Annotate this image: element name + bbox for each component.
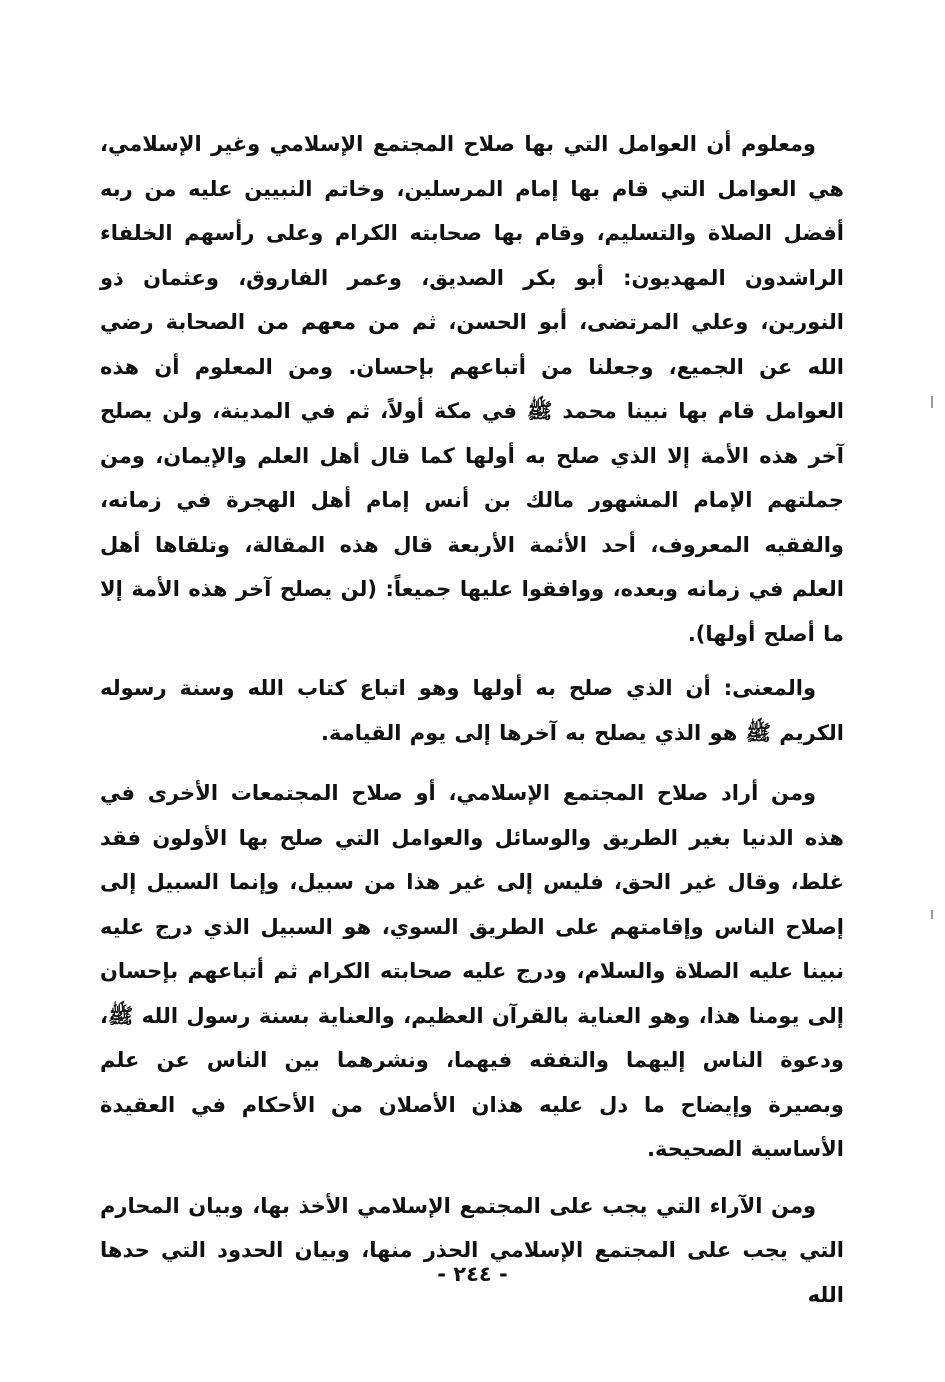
paragraph-4: ومن الآراء التي يجب على المجتمع الإسلامي الأخذ بها، وبيان المحارم التي يجب على المجتمع الإسلامي الحذر منها، وبيان الحدود التي حدها الله [100, 1193, 844, 1307]
paragraph-2: والمعنى: أن الذي صلح به أولها وهو اتباع كتاب الله وسنة رسوله الكريم ﷺ هو الذي يصلح به آخرها إلى يوم القيامة. [100, 676, 844, 745]
body-text [100, 122, 844, 1331]
scan-edge-mark [931, 910, 933, 919]
scan-edge-mark [931, 396, 933, 408]
paragraph-1: ومعلوم أن العوامل التي بها صلاح المجتمع الإسلامي وغير الإسلامي، هي العوامل التي قام بها إمام المرسلين، وخاتم النبيين عليه من ربه أفضل الصلاة والتسليم، وقام بها صحابته الكرام وعلى رأسهم الخلفاء الراشدون المهديون: أبو بكر الصديق، وعمر الفاروق، وعثمان ذو النورين، وعلي المرتضى، أبو الحسن، ثم من معهم من الصحابة رضي الله عن الجميع، وجعلنا من أتباعهم بإحسان. ومن المعلوم أن هذه العوامل قام بها نبينا محمد ﷺ في مكة أولاً، ثم في المدينة، ولن يصلح آخر هذه الأمة إلا الذي صلح به أولها كما قال أهل العلم والإيمان، ومن جملتهم الإمام المشهور مالك بن أنس إمام أهل الهجرة في زمانه، والفقيه المعروف، أحد الأئمة الأربعة قال هذه المقالة، وتلقاها أهل العلم في زمانه وبعده، ووافقوا عليها جميعاً: (لن يصلح آخر هذه الأمة إلا ما أصلح أولها). [100, 132, 844, 646]
page-number: - ٢٤٤ - [437, 1262, 508, 1286]
paragraph-3: ومن أراد صلاح المجتمع الإسلامي، أو صلاح المجتمعات الأخرى في هذه الدنيا بغير الطريق والوسائل والعوامل التي صلح بها الأولون فقد غلط، وقال غير الحق، فليس إلى غير هذا من سبيل، وإنما السبيل إلى إصلاح الناس وإقامتهم على الطريق السوي، هو السبيل الذي درج عليه نبينا عليه الصلاة والسلام، ودرج عليه صحابته الكرام ثم أتباعهم بإحسان إلى يومنا هذا، وهو العناية بالقرآن العظيم، والعناية بسنة رسول الله ﷺ، ودعوة الناس إليهما والتفقه فيهما، ونشرهما بين الناس عن علم وبصيرة وإيضاح ما دل عليه هذان الأصلان من الأحكام في العقيدة الأساسية الصحيحة. [100, 781, 844, 1161]
